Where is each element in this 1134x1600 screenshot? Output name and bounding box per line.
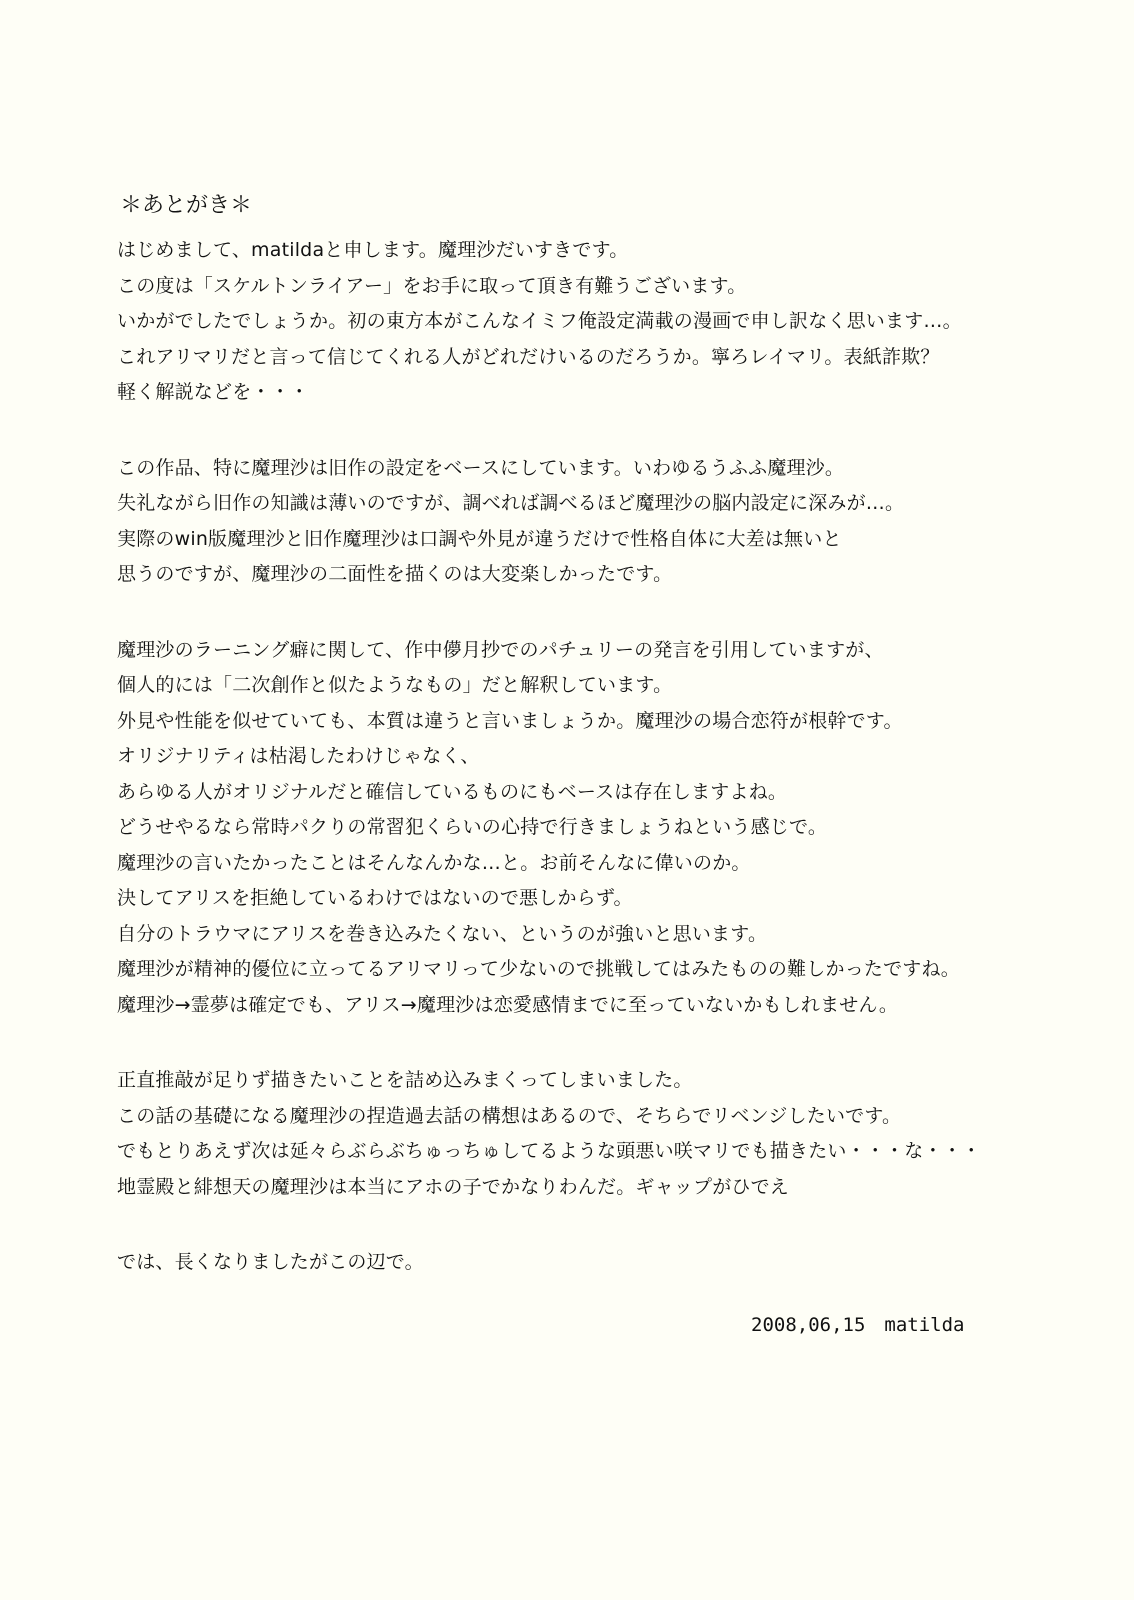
- text-line: 失礼ながら旧作の知識は薄いのですが、調べれば調べるほど魔理沙の脳内設定に深みが…。: [117, 492, 905, 514]
- text-line: あらゆる人がオリジナルだと確信しているものにもベースは存在しますよね。: [117, 780, 788, 803]
- text-line: 魔理沙→霊夢は確定でも、アリス→魔理沙は恋愛感情までに至っていないかもしれません。: [117, 993, 899, 1016]
- text-line: 魔理沙の言いたかったことはそんなんかな…と。お前そんなに偉いのか。: [117, 851, 751, 874]
- text-line: 決してアリスを拒絶しているわけではないので悪しからず。: [117, 887, 633, 909]
- paragraph-setting: [117, 451, 1077, 593]
- afterword-body: [117, 233, 1077, 1321]
- text-line: 自分のトラウマにアリスを巻き込みたくない、というのが強いと思います。: [117, 922, 768, 945]
- text-line: オリジナリティは枯渇したわけじゃなく、: [117, 745, 480, 767]
- text-line: 正直推敲が足りず描きたいことを詰め込みまくってしまいました。: [117, 1069, 693, 1091]
- text-line: いかがでしたでしょうか。初の東方本がこんなイミフ俺設定満載の漫画で申し訳なく思います…。: [117, 310, 962, 332]
- text-line: 外見や性能を似せていても、本質は違うと言いましょうか。魔理沙の場合恋符が根幹です。: [117, 709, 903, 732]
- text-line: この度は「スケルトンライアー」をお手に取って頂き有難うございます。: [117, 274, 747, 297]
- text-line: これアリマリだと言って信じてくれる人がどれだけいるのだろうか。寧ろレイマリ。表紙詐欺？: [117, 345, 940, 368]
- text-line: 実際のwin版魔理沙と旧作魔理沙は口調や外見が違うだけで性格自体に大差は無いと: [117, 527, 842, 550]
- text-line: 魔理沙のラーニング癖に関して、作中儚月抄でのパチュリーの発言を引用していますが、: [117, 638, 884, 661]
- text-line: では、長くなりましたがこの辺で。: [117, 1251, 424, 1273]
- text-line: どうせやるなら常時パクりの常習犯くらいの心持で行きましょうねという感じで。: [117, 816, 828, 838]
- text-line: 思うのですが、魔理沙の二面性を描くのは大変楽しかったです。: [117, 563, 673, 585]
- text-line: この話の基礎になる魔理沙の捏造過去話の構想はあるので、そちらでリベンジしたいです。: [117, 1104, 902, 1127]
- signature-date-author: 2008,06,15 matilda: [751, 1314, 965, 1336]
- text-line: 魔理沙が精神的優位に立ってるアリマリって少ないので挑戦してはみたものの難しかったですね。: [117, 958, 960, 980]
- paragraph-future: [117, 1063, 1077, 1205]
- text-line: 地霊殿と緋想天の魔理沙は本当にアホの子でかなりわんだ。ギャップがひでえ: [117, 1175, 790, 1198]
- paragraph-learning: [117, 633, 1077, 1024]
- text-line: でもとりあえず次は延々らぶらぶちゅっちゅしてるような頭悪い咲マリでも描きたい・・・な・・・: [117, 1140, 982, 1162]
- text-line: 軽く解説などを・・・: [117, 381, 310, 403]
- text-line: はじめまして、matildaと申します。魔理沙だいすきです。: [117, 239, 629, 261]
- text-line: この作品、特に魔理沙は旧作の設定をベースにしています。いわゆるうふふ魔理沙。: [117, 456, 845, 479]
- paragraph-greeting: [117, 233, 1077, 411]
- text-line: 個人的には「二次創作と似たようなもの」だと解釈しています。: [117, 674, 673, 696]
- paragraph-closing: [117, 1245, 1077, 1281]
- afterword-title: ＊あとがき＊: [120, 193, 253, 218]
